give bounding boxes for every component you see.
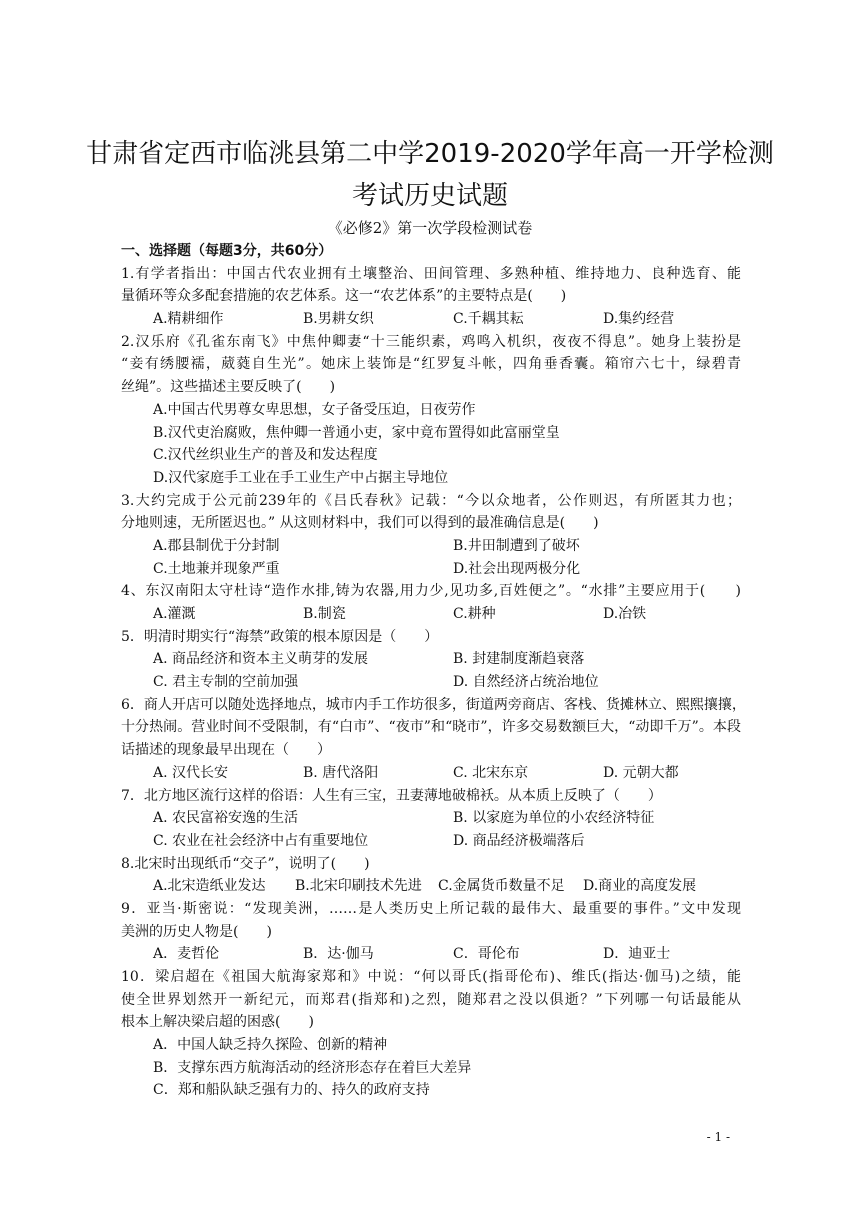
option-a: A.中国古代男尊女卑思想，女子备受压迫，日夜劳作 bbox=[153, 401, 476, 418]
question-2-stem-end: 丝绳”。这些描述主要反映了( ) bbox=[121, 379, 336, 396]
option-d: D.社会出现两极分化 bbox=[453, 560, 581, 577]
option-c: C.汉代丝织业生产的普及和发达程度 bbox=[153, 447, 378, 464]
question-3-stem: 3.大约完成于公元前239年的《吕氏春秋》记载：“今以众地者，公作则迟，有所匿其力也； bbox=[121, 492, 741, 509]
option-c: C. 君主专制的空前加强 bbox=[153, 674, 299, 691]
option-b: B．支撑东西方航海活动的经济形态存在着巨大差异 bbox=[153, 1059, 472, 1076]
option-b: B．达·伽马 bbox=[303, 946, 374, 963]
option-c: C.土地兼并现象严重 bbox=[153, 560, 280, 577]
option-a: A．麦哲伦 bbox=[153, 946, 220, 963]
option-a: A.精耕细作 bbox=[153, 311, 224, 328]
option-b: B. 以家庭为单位的小农经济特征 bbox=[453, 810, 655, 827]
option-d: D. 自然经济占统治地位 bbox=[453, 674, 599, 691]
question-6-stem-cont: 十分热闹。营业时间不受限制，有“白市”、“夜市”和“晓市”，许多交易数额巨大，“动即千万”。本段 bbox=[121, 719, 741, 736]
option-c: C.耕种 bbox=[453, 606, 496, 622]
question-6-stem-end: 话描述的现象最早出现在（ ） bbox=[121, 742, 331, 759]
question-2-stem-cont: “妾有绣腰襦，葳蕤自生光”。她床上装饰是“红罗复斗帐，四角垂香囊。箱帘六七十，绿碧青 bbox=[121, 356, 741, 373]
question-1-stem: 1.有学者指出：中国古代农业拥有土壤整治、田间管理、多熟种植、维持地力、良种选育、能 bbox=[121, 265, 741, 282]
document-title: 甘肃省定西市临洮县第二中学2019-2020学年高一开学检测 bbox=[86, 139, 774, 169]
question-4-options bbox=[121, 603, 741, 626]
document-subtitle: 《必修2》第一次学段检测试卷 bbox=[327, 219, 533, 237]
question-7-options-row1 bbox=[121, 807, 741, 830]
question-9-options bbox=[121, 943, 741, 966]
page-number: - 1 - bbox=[706, 1130, 730, 1144]
question-4-stem: 4、东汉南阳太守杜诗“造作水排,铸为农器,用力少,见功多,百姓便之”。“水排”主要应用于( ) bbox=[121, 583, 741, 600]
option-a: A. 商品经济和资本主义萌芽的发展 bbox=[153, 651, 369, 668]
option-d: D.汉代家庭手工业在手工业生产中占据主导地位 bbox=[153, 469, 449, 486]
option-a: A.郡县制优于分封制 bbox=[153, 537, 280, 554]
question-5-stem: 5．明清时期实行“海禁”政策的根本原因是（ ） bbox=[121, 628, 439, 645]
question-6-stem: 6．商人开店可以随处选择地点，城市内手工作坊很多，街道两旁商店、客栈、货摊林立、熙熙攘攘， bbox=[121, 696, 746, 713]
question-3-stem-cont: 分地则速，无所匿迟也。” 从这则材料中，我们可以得到的最准确信息是( ) bbox=[121, 515, 599, 532]
option-b: B.井田制遭到了破坏 bbox=[453, 537, 580, 554]
option-d: D．迪亚士 bbox=[603, 946, 671, 963]
option-d: D.冶铁 bbox=[603, 606, 647, 622]
document-title-line2: 考试历史试题 bbox=[351, 181, 508, 211]
question-5-options-row2 bbox=[121, 671, 741, 694]
question-3-options-row2 bbox=[121, 558, 741, 581]
option-b: B.制瓷 bbox=[303, 606, 346, 622]
question-7-options-row2 bbox=[121, 830, 741, 853]
question-6-options bbox=[121, 762, 741, 785]
section-heading: 一、选择题（每题3分，共60分） bbox=[121, 243, 333, 259]
question-3-options-row1 bbox=[121, 535, 741, 558]
question-2-stem: 2.汉乐府《孔雀东南飞》中焦仲卿妻“十三能织素，鸡鸣入机织，夜夜不得息”。她身上装扮是 bbox=[121, 333, 741, 350]
option-a: A. 农民富裕安逸的生活 bbox=[153, 810, 299, 827]
option-b: B. 封建制度渐趋衰落 bbox=[453, 651, 585, 668]
question-10-stem-cont: 使全世界划然开一新纪元，而郑君(指郑和)之烈，随郑君之没以俱逝？”下列哪一句话最能从 bbox=[121, 991, 741, 1008]
option-b: B. 唐代洛阳 bbox=[303, 764, 379, 781]
option-d: D. 商品经济极端落后 bbox=[453, 832, 585, 849]
option-d: D.商业的高度发展 bbox=[583, 878, 697, 895]
option-a: A.灌溉 bbox=[153, 606, 196, 622]
option-c: C. 农业在社会经济中占有重要地位 bbox=[153, 832, 369, 849]
option-b: B.北宋印刷技术先进 bbox=[295, 878, 422, 895]
option-c: C.千耦其耘 bbox=[453, 311, 524, 328]
question-1-options bbox=[121, 308, 741, 331]
question-10-stem-end: 根本上解决梁启超的困惑( ) bbox=[121, 1014, 314, 1031]
option-c: C.金属货币数量不足 bbox=[438, 878, 565, 895]
question-7-stem: 7．北方地区流行这样的俗语：人生有三宝，丑妻薄地破棉袄。从本质上反映了（ ） bbox=[121, 787, 662, 804]
question-9-stem-cont: 美洲的历史人物是( ) bbox=[121, 923, 272, 940]
option-a: A.北宋造纸业发达 bbox=[153, 878, 266, 895]
question-5-options-row1 bbox=[121, 648, 741, 671]
option-d: D. 元朝大都 bbox=[603, 764, 679, 781]
option-b: B.男耕女织 bbox=[303, 311, 374, 328]
question-8-stem: 8.北宋时出现纸币“交子”，说明了( ) bbox=[121, 855, 370, 872]
option-d: D.集约经营 bbox=[603, 311, 675, 328]
option-c: C．郑和船队缺乏强有力的、持久的政府支持 bbox=[153, 1082, 430, 1099]
question-9-stem: 9．亚当·斯密说：“发现美洲，……是人类历史上所记载的最伟大、最重要的事件。”文中发现 bbox=[121, 900, 741, 917]
question-list bbox=[121, 240, 746, 1102]
option-c: C．哥伦布 bbox=[453, 946, 520, 963]
option-b: B.汉代吏治腐败，焦仲卿一普通小吏，家中竟布置得如此富丽堂皇 bbox=[153, 424, 560, 441]
question-10-stem: 10．梁启超在《祖国大航海家郑和》中说：“何以哥氏(指哥伦布)、维氏(指达·伽马)之绩，能 bbox=[121, 969, 741, 985]
option-a: A. 汉代长安 bbox=[153, 764, 229, 781]
question-8-options bbox=[121, 875, 741, 898]
option-a: A．中国人缺乏持久探险、创新的精神 bbox=[153, 1037, 388, 1054]
option-c: C. 北宋东京 bbox=[453, 764, 529, 781]
question-1-stem-cont: 量循环等众多配套措施的农艺体系。这一“农艺体系”的主要特点是( ) bbox=[121, 288, 567, 305]
